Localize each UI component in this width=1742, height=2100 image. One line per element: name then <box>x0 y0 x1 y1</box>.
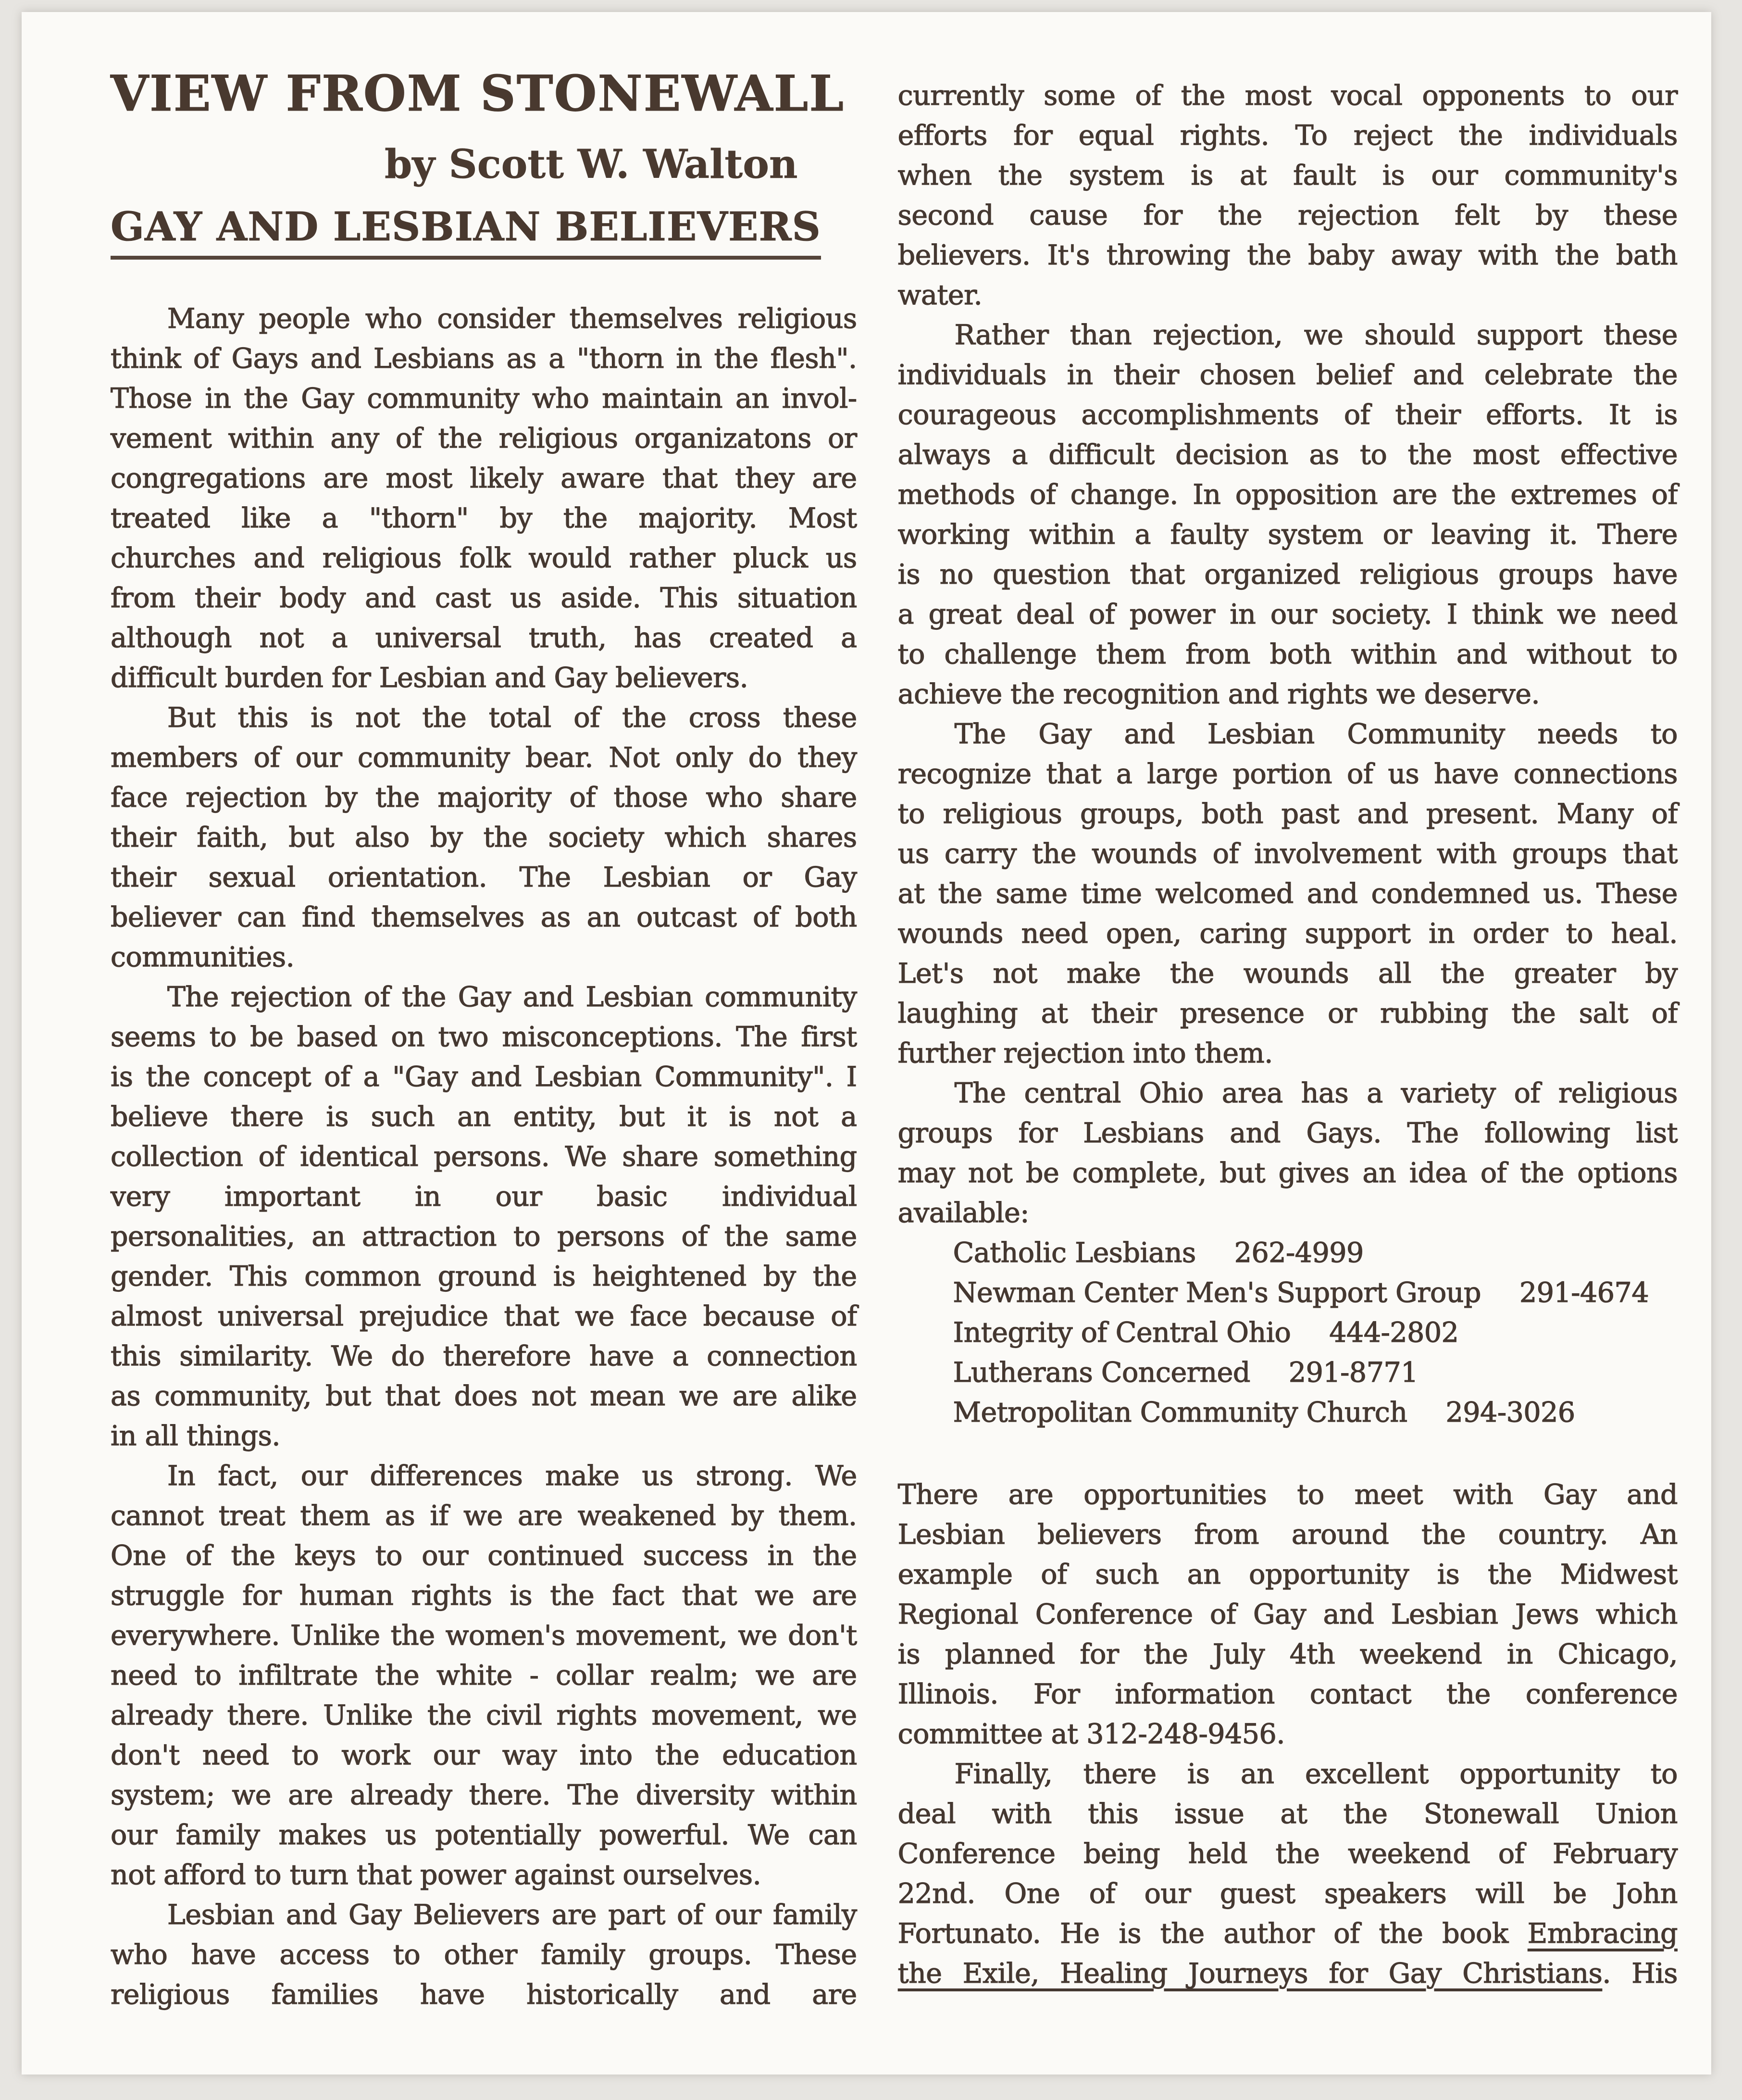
article-byline: by Scott W. Walton <box>385 141 798 188</box>
text-line: committee at 312-248-9456. <box>897 1718 1285 1750</box>
text-line: But this is not the total of the cross these <box>167 702 857 734</box>
paragraph <box>111 1456 857 1895</box>
text-line: seems to be based on two misconceptions. The first <box>111 1021 857 1053</box>
text-line: Many people who consider themselves religious <box>167 303 857 335</box>
text-line: courageous accomplishments of their efforts. It is <box>897 399 1678 431</box>
group-phone: 291-8771 <box>1288 1357 1418 1388</box>
text-line: efforts for equal rights. To reject the individuals <box>897 120 1678 151</box>
group-name: Catholic Lesbians <box>953 1237 1196 1269</box>
text-line: very important in our basic individual <box>111 1181 857 1212</box>
text-line: a great deal of power in our society. I think we need <box>897 599 1678 630</box>
text-line: may not be complete, but gives an idea of the options <box>897 1157 1678 1189</box>
text-line: Lesbian believers from around the country. An <box>897 1519 1678 1550</box>
text-line: our family makes us potentially powerful. We can <box>111 1819 857 1851</box>
text-line: 22nd. One of our guest speakers will be John <box>897 1878 1678 1910</box>
right-column-text <box>898 76 1678 1994</box>
text-line: need to infiltrate the white - collar realm; we are <box>111 1660 857 1691</box>
text-line: Finally, there is an excellent opportunity to <box>954 1758 1678 1790</box>
group-name: Newman Center Men's Support Group <box>953 1277 1481 1309</box>
text-line: deal with this issue at the Stonewall Union <box>897 1798 1678 1830</box>
text-line: members of our community bear. Not only do they <box>111 742 857 774</box>
text-line: don't need to work our way into the education <box>111 1739 857 1771</box>
text-line: groups for Lesbians and Gays. The following list <box>897 1117 1678 1149</box>
text-line: system; we are already there. The diversity within <box>111 1779 857 1811</box>
paragraph <box>111 1895 857 2015</box>
text-line: not afford to turn that power against ourselves. <box>111 1859 761 1891</box>
text-line: their faith, but also by the society which shares <box>111 822 857 853</box>
text-line: communities. <box>111 941 295 973</box>
text-line: is no question that organized religious groups have <box>897 559 1678 590</box>
text-line: churches and religious folk would rather pluck us <box>111 542 857 574</box>
group-phone: 262-4999 <box>1234 1237 1364 1269</box>
text-line: everywhere. Unlike the women's movement, we don't <box>111 1620 857 1651</box>
left-column-text <box>111 299 857 2015</box>
text-line: from their body and cast us aside. This situation <box>111 582 857 614</box>
group-phone: 444-2802 <box>1329 1317 1459 1349</box>
text-line: personalities, an attraction to persons of the same <box>111 1221 857 1252</box>
article-heading-wrap <box>111 203 857 260</box>
resource-list <box>898 1233 1678 1433</box>
text-line: us carry the wounds of involvement with groups that <box>897 838 1678 870</box>
group-name: Integrity of Central Ohio <box>953 1317 1291 1349</box>
text-line: gender. This common ground is heightened by the <box>111 1261 857 1292</box>
paragraph <box>898 315 1678 714</box>
text-line: cannot treat them as if we are weakened by them. <box>111 1500 857 1532</box>
text-line: is the concept of a "Gay and Lesbian Community". I <box>111 1061 857 1093</box>
text-line: always a difficult decision as to the most effective <box>897 439 1678 471</box>
text-line: currently some of the most vocal opponents to our <box>897 80 1678 112</box>
text-line: further rejection into them. <box>897 1038 1273 1069</box>
text-line: their sexual orientation. The Lesbian or Gay <box>111 862 857 893</box>
group-name: Lutherans Concerned <box>953 1357 1250 1388</box>
right-column <box>898 76 1678 2015</box>
paragraph <box>111 299 857 698</box>
text-line: available: <box>897 1197 1029 1229</box>
article-heading: GAY AND LESBIAN BELIEVERS <box>111 203 821 260</box>
text-line: The Gay and Lesbian Community needs to <box>954 718 1678 750</box>
text-line: face rejection by the majority of those who share <box>111 782 857 813</box>
text-line: Those in the Gay community who maintain an invol- <box>111 383 857 414</box>
text-line: Let's not make the wounds all the greater by <box>897 958 1678 989</box>
resource-list-item <box>953 1393 1678 1433</box>
text-line: wounds need open, caring support in order to heal. <box>897 918 1678 950</box>
text-line: methods of change. In opposition are the extremes of <box>897 479 1678 511</box>
resource-list-item <box>953 1233 1678 1273</box>
text-line: vement within any of the religious organizatons or <box>111 423 857 454</box>
paragraph <box>898 1754 1678 1994</box>
paragraph <box>111 977 857 1456</box>
text-line: is planned for the July 4th weekend in Chicago, <box>897 1638 1678 1670</box>
text-line: religious families have historically and are <box>111 1979 857 2011</box>
group-phone: 294-3026 <box>1445 1397 1575 1428</box>
text-line: achieve the recognition and rights we deserve. <box>897 678 1540 710</box>
text-line: to religious groups, both past and present. Many of <box>897 798 1678 830</box>
text-line: almost universal prejudice that we face because of <box>111 1300 857 1332</box>
text-line: this similarity. We do therefore have a connection <box>111 1340 857 1372</box>
resource-list-item <box>953 1313 1678 1353</box>
text-line: when the system is at fault is our community's <box>897 160 1678 191</box>
group-name: Metropolitan Community Church <box>953 1397 1407 1428</box>
scanned-page <box>22 12 1711 2075</box>
paragraph <box>898 1475 1678 1754</box>
text-line: at the same time welcomed and condemned us. These <box>897 878 1678 910</box>
text-line: to challenge them from both within and without to <box>897 638 1678 670</box>
text-line: Regional Conference of Gay and Lesbian Jews which <box>897 1599 1678 1630</box>
text-line: believer can find themselves as an outcast of both <box>111 901 857 933</box>
text-line: already there. Unlike the civil rights movement, we <box>111 1700 857 1731</box>
text-line: Conference being held the weekend of February <box>897 1838 1678 1870</box>
text-line: Fortunato. He is the author of the book Embracing <box>897 1918 1678 1950</box>
left-column <box>111 64 857 2015</box>
text-line: although not a universal truth, has created a <box>111 622 857 654</box>
paragraph <box>111 698 857 977</box>
resource-list-item <box>953 1353 1678 1393</box>
text-line: treated like a "thorn" by the majority. Most <box>111 502 857 534</box>
text-line: the Exile, Healing Journeys for Gay Christians. His <box>897 1958 1678 1989</box>
text-line: congregations are most likely aware that they are <box>111 462 857 494</box>
text-line: Illinois. For information contact the conference <box>897 1678 1678 1710</box>
text-line: Rather than rejection, we should support these <box>954 319 1678 351</box>
text-line: laughing at their presence or rubbing the salt of <box>897 998 1678 1029</box>
text-line: struggle for human rights is the fact that we are <box>111 1580 857 1612</box>
text-line: example of such an opportunity is the Midwest <box>897 1559 1678 1590</box>
text-line: In fact, our differences make us strong. We <box>167 1460 857 1492</box>
text-line: believers. It's throwing the baby away with the bath <box>897 239 1678 271</box>
text-line: think of Gays and Lesbians as a "thorn in the flesh". <box>111 343 857 375</box>
group-phone: 291-4674 <box>1519 1277 1649 1309</box>
text-line: collection of identical persons. We share something <box>111 1141 857 1173</box>
article <box>111 64 1678 2015</box>
text-line: The rejection of the Gay and Lesbian community <box>167 981 857 1013</box>
text-line: believe there is such an entity, but it is not a <box>111 1101 857 1133</box>
text-line: second cause for the rejection felt by these <box>897 200 1678 231</box>
paragraph <box>898 714 1678 1074</box>
text-line: The central Ohio area has a variety of religious <box>954 1077 1678 1109</box>
text-line: in all things. <box>111 1420 281 1452</box>
text-line: Lesbian and Gay Believers are part of our family <box>167 1899 857 1931</box>
text-line: difficult burden for Lesbian and Gay believers. <box>111 662 748 694</box>
resource-list-item <box>953 1273 1678 1313</box>
text-line: working within a faulty system or leaving it. There <box>897 519 1678 550</box>
text-line: individuals in their chosen belief and celebrate the <box>897 359 1678 391</box>
text-line: One of the keys to our continued success in the <box>111 1540 857 1572</box>
paragraph <box>898 1074 1678 1233</box>
article-title: VIEW FROM STONEWALL <box>111 65 845 123</box>
text-line: water. <box>897 279 983 311</box>
paragraph <box>898 76 1678 315</box>
text-line: There are opportunities to meet with Gay and <box>897 1479 1678 1511</box>
text-line: as community, but that does not mean we are alike <box>111 1380 857 1412</box>
text-line: recognize that a large portion of us have connections <box>897 758 1678 790</box>
text-line: who have access to other family groups. These <box>111 1939 857 1971</box>
